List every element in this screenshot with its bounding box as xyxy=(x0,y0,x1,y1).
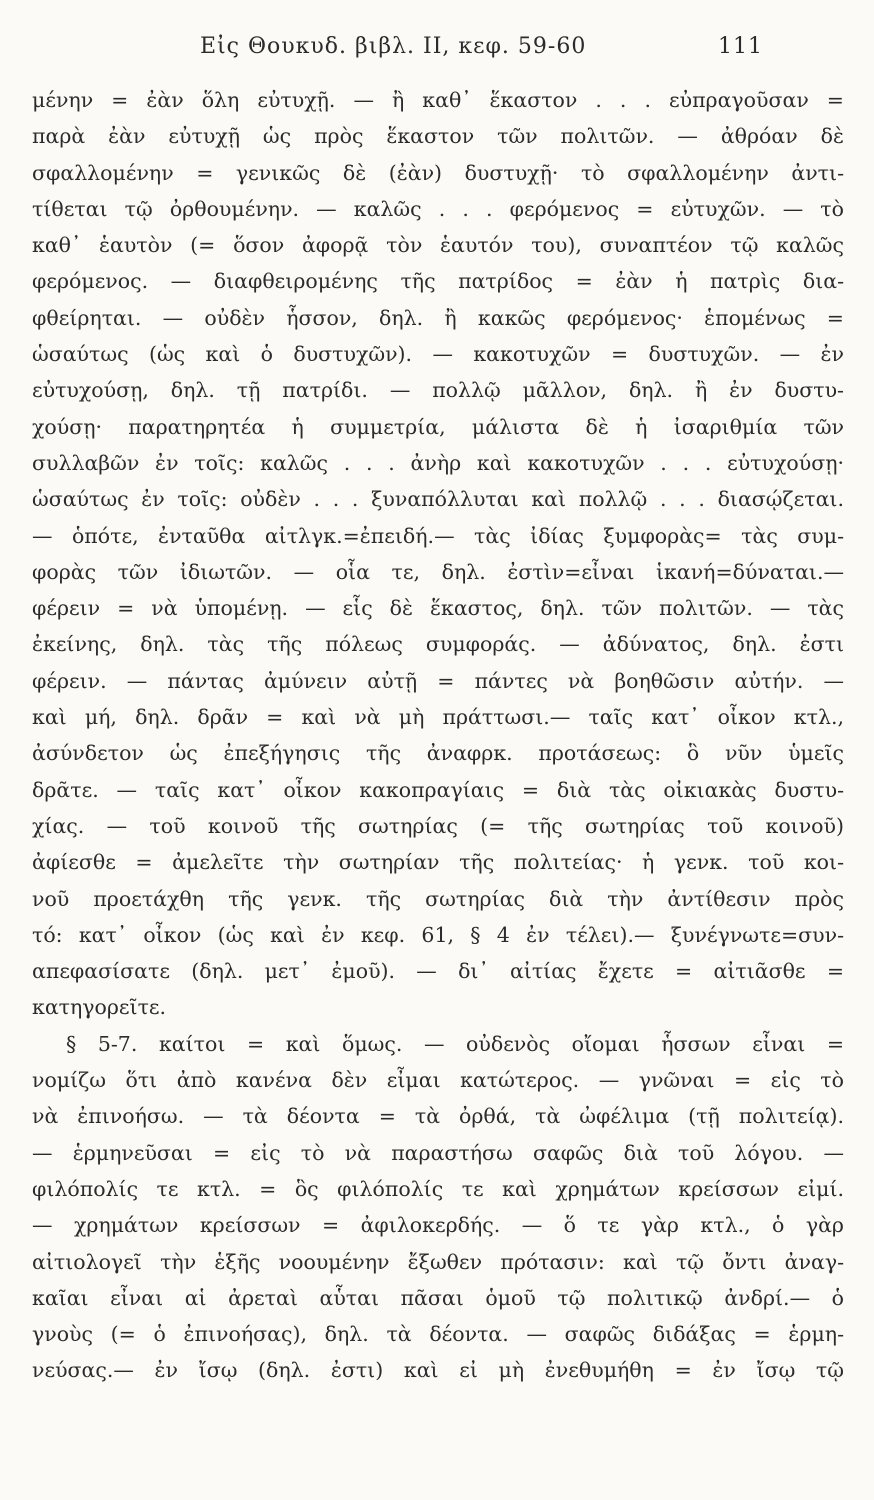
text-line: καθ᾽ ἑαυτὸν (= ὅσον ἀφορᾷ τὸν ἑαυτόν του), συναπτέον τῷ καλῶς xyxy=(32,233,844,258)
text-line: φθείρηται. — οὐδὲν ἧσσον, δηλ. ἢ κακῶς φερόμενος· ἑπομένως = xyxy=(32,305,844,330)
text-line: παρὰ ἐὰν εὐτυχῇ ὡς πρὸς ἕκαστον τῶν πολιτῶν. — ἀθρόαν δὲ xyxy=(32,124,844,149)
text-line: φιλόπολίς τε κτλ. = ὃς φιλόπολίς τε καὶ χρημάτων κρείσσων εἰμί. xyxy=(32,1176,844,1201)
text-line: χίας. — τοῦ κοινοῦ τῆς σωτηρίας (= τῆς σωτηρίας τοῦ κοινοῦ) xyxy=(32,813,844,838)
text-line: — ἑρμηνεῦσαι = εἰς τὸ νὰ παραστήσω σαφῶς διὰ τοῦ λόγου. — xyxy=(32,1140,844,1165)
text-line: φέρειν. — πάντας ἀμύνειν αὐτῇ = πάντες νὰ βοηθῶσιν αὐτήν. — xyxy=(32,668,844,693)
text-line: τό: κατ᾽ οἶκον (ὡς καὶ ἐν κεφ. 61, § 4 ἐν τέλει).— ξυνέγνωτε=συν- xyxy=(32,922,844,947)
text-line: αἰτιολογεῖ τὴν ἑξῆς νοουμένην ἔξωθεν πρότασιν: καὶ τῷ ὄντι ἀναγ- xyxy=(32,1249,844,1274)
text-line: νοῦ προετάχθη τῆς γενκ. τῆς σωτηρίας διὰ τὴν ἀντίθεσιν πρὸς xyxy=(32,886,844,911)
commentary-text xyxy=(32,82,844,1389)
text-line: καῖαι εἶναι αἱ ἀρεταὶ αὗται πᾶσαι ὁμοῦ τῷ πολιτικῷ ἀνδρί.— ὁ xyxy=(32,1285,844,1310)
text-line: ἀφίεσθε = ἀμελεῖτε τὴν σωτηρίαν τῆς πολιτείας· ἡ γενκ. τοῦ κοι- xyxy=(32,850,844,875)
text-line: — χρημάτων κρείσσων = ἀφιλοκερδής. — ὅ τε γὰρ κτλ., ὁ γὰρ xyxy=(32,1213,844,1238)
text-line: φερόμενος. — διαφθειρομένης τῆς πατρίδος = ἐὰν ἡ πατρὶς δια- xyxy=(32,269,844,294)
page-number: 111 xyxy=(718,34,763,59)
text-line: νομίζω ὅτι ἀπὸ κανένα δὲν εἶμαι κατώτερος. — γνῶναι = εἰς τὸ xyxy=(32,1068,844,1093)
text-line: ὡσαύτως ἐν τοῖς: οὐδὲν . . . ξυναπόλλυται καὶ πολλῷ . . . διασῴζεται. xyxy=(32,487,844,512)
section-start-line: § 5-7. καίτοι = καὶ ὅμως. — οὐδενὸς οἴομαι ἧσσων εἶναι = xyxy=(66,1031,844,1056)
text-line: απεφασίσατε (δηλ. μετ᾽ ἐμοῦ). — δι᾽ αἰτίας ἔχετε = αἰτιᾶσθε = xyxy=(32,959,844,984)
text-line: εὐτυχούσῃ, δηλ. τῇ πατρίδι. — πολλῷ μᾶλλον, δηλ. ἢ ἐν δυστυ- xyxy=(32,378,844,403)
text-line: φορὰς τῶν ἰδιωτῶν. — οἷα τε, δηλ. ἐστὶν=εἶναι ἱκανή=δύναται.— xyxy=(32,559,844,584)
text-line: — ὁπότε, ἐνταῦθα αἰτλγκ.=ἐπειδή.— τὰς ἰδίας ξυμφορὰς= τὰς συμ- xyxy=(32,523,844,548)
text-line: φέρειν = νὰ ὑπομένῃ. — εἷς δὲ ἕκαστος, δηλ. τῶν πολιτῶν. — τὰς xyxy=(32,596,844,621)
text-line: κατηγορεῖτε. xyxy=(32,995,167,1020)
text-line: νεύσας.— ἐν ἴσῳ (δηλ. ἐστι) καὶ εἰ μὴ ἐνεθυμήθη = ἐν ἴσῳ τῷ xyxy=(32,1358,844,1383)
text-line: μένην = ἐὰν ὅλη εὐτυχῇ. — ἢ καθ᾽ ἕκαστον . . . εὐπραγοῦσαν = xyxy=(32,88,844,112)
text-line: δρᾶτε. — ταῖς κατ᾽ οἶκον κακοπραγίαις = διὰ τὰς οἰκιακὰς δυστυ- xyxy=(32,777,844,802)
running-title: Εἰς Θουκυδ. βιβλ. II, κεφ. 59-60 xyxy=(200,34,587,59)
text-line: συλλαβῶν ἐν τοῖς: καλῶς . . . ἀνὴρ καὶ κακοτυχῶν . . . εὐτυχούσῃ· xyxy=(32,450,844,475)
text-line: νὰ ἐπινοήσω. — τὰ δέοντα = τὰ ὀρθά, τὰ ὠφέλιμα (τῇ πολιτείᾳ). xyxy=(32,1104,844,1129)
text-line: ὡσαύτως (ὡς καὶ ὁ δυστυχῶν). — κακοτυχῶν = δυστυχῶν. — ἐν xyxy=(32,342,844,367)
text-line: καὶ μή, δηλ. δρᾶν = καὶ νὰ μὴ πράττωσι.— ταῖς κατ᾽ οἶκον κτλ., xyxy=(32,705,844,730)
text-line: ἐκείνης, δηλ. τὰς τῆς πόλεως συμφοράς. — ἀδύνατος, δηλ. ἐστι xyxy=(32,632,844,657)
running-header xyxy=(0,28,874,68)
text-line: γνοὺς (= ὁ ἐπινοήσας), δηλ. τὰ δέοντα. — σαφῶς διδάξας = ἑρμη- xyxy=(32,1322,844,1347)
text-line: τίθεται τῷ ὀρθουμένην. — καλῶς . . . φερόμενος = εὐτυχῶν. — τὸ xyxy=(32,196,844,221)
text-line: ἀσύνδετον ὡς ἐπεξήγησις τῆς ἀναφρκ. προτάσεως: ὃ νῦν ὑμεῖς xyxy=(32,741,844,766)
text-line: χούσῃ· παρατηρητέα ἡ συμμετρία, μάλιστα δὲ ἡ ἰσαριθμία τῶν xyxy=(32,414,844,439)
text-line: σφαλλομένην = γενικῶς δὲ (ἐὰν) δυστυχῇ· τὸ σφαλλομένην ἀντι- xyxy=(32,160,844,185)
